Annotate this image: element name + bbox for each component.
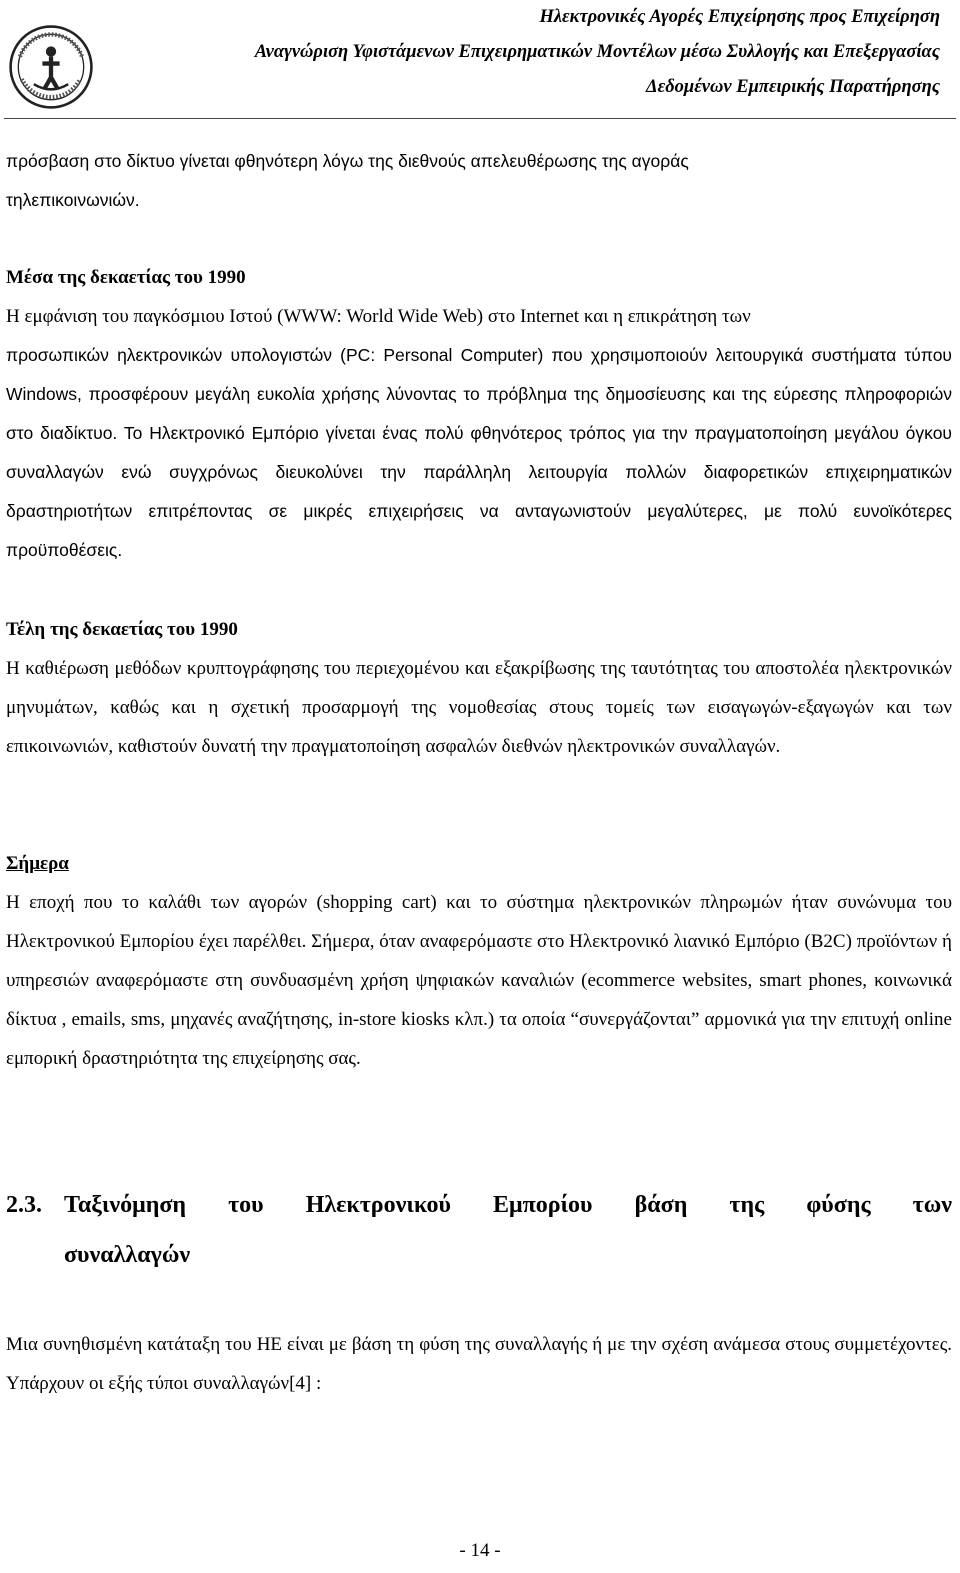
header-line-2: Αναγνώριση Υφιστάμενων Επιχειρηματικών Μοντέλων μέσω Συλλογής και Επεξεργασίας bbox=[254, 42, 940, 62]
intro-line-2: τηλεπικοινωνιών. bbox=[6, 190, 140, 210]
page-header bbox=[255, 0, 940, 105]
paragraph-mid-1990s-serif: Η εμφάνιση του παγκόσμιου Ιστού (WWW: World Wide Web) στο Internet και η επικράτηση των bbox=[6, 306, 751, 327]
paragraph-mid-1990s bbox=[6, 297, 952, 570]
header-line-3: Δεδομένων Εμπειρικής Παρατήρησης bbox=[646, 77, 940, 97]
paragraph-classification: Μια συνηθισμένη κατάταξη του ΗΕ είναι με βάση τη φύση της συναλλαγής ή με την σχέση ανάμεσα στους συμμετέχοντες. Υπάρχουν οι εξής τύποι συναλλαγών[4] : bbox=[6, 1334, 952, 1394]
intro-paragraph bbox=[6, 142, 952, 220]
page-number: - 14 - bbox=[459, 1540, 501, 1561]
paragraph-late-1990s: Η καθιέρωση μεθόδων κρυπτογράφησης του περιεχομένου και εξακρίβωσης της ταυτότητας του αποστολέα ηλεκτρονικών μηνυμάτων, καθώς και η σχετική προσαρμογή της νομοθεσίας στους τομείς των εισαγωγών-εξαγωγών και των επικοινωνιών, καθιστούν δυνατή την πραγματοποίηση ασφαλών διεθνών ηλεκτρονικών συναλλαγών. bbox=[6, 658, 952, 757]
heading-late-1990s: Τέλη της δεκαετίας του 1990 bbox=[6, 619, 238, 640]
paragraph-today: Η εποχή που το καλάθι των αγορών (shopping cart) και το σύστημα ηλεκτρονικών πληρωμών ήταν συνώνυμα του Ηλεκτρονικού Εμπορίου έχει παρέλθει. Σήμερα, όταν αναφερόμαστε στο Ηλεκτρονικό λιανικό Εμπόριο (B2C) προϊόντων ή υπηρεσιών αναφερόμαστε στη συνδυασμένη χρήση ψηφιακών καναλιών (ecommerce websites, smart phones, κοινωνικά δίκτυα , emails, sms, μηχανές αναζήτησης, in-store kiosks κλπ.) τα οποία “συνεργάζονται” αρμονικά για την επιτυχή online εμπορική δραστηριότητα της επιχείρησης σας. bbox=[6, 892, 952, 1069]
header-divider bbox=[4, 118, 956, 119]
university-seal-icon bbox=[8, 24, 94, 110]
section-title-line-1: Ταξινόμηση του Ηλεκτρονικού Εμπορίου βάση της φύσης των bbox=[64, 1192, 952, 1218]
intro-line-1: πρόσβαση στο δίκτυο γίνεται φθηνότερη λόγω της διεθνούς απελευθέρωσης της αγοράς bbox=[6, 151, 689, 171]
heading-today: Σήμερα bbox=[6, 853, 69, 874]
section-title-line-2: συναλλαγών bbox=[64, 1242, 191, 1268]
header-line-1: Ηλεκτρονικές Αγορές Επιχείρησης προς Επιχείρηση bbox=[539, 7, 940, 27]
section-number: 2.3. bbox=[6, 1192, 42, 1218]
paragraph-mid-1990s-sans: προσωπικών ηλεκτρονικών υπολογιστών (PC: Personal Computer) που χρησιμοποιούν λειτουργικά συστήματα τύπου Windows, προσφέρουν μεγάλη ευκολία χρήσης λύνοντας το πρόβλημα της δημοσίευσης και της εύρεσης πληροφοριών στο διαδίκτυο. Το Ηλεκτρονικό Εμπόριο γίνεται ένας πολύ φθηνότερος τρόπος για την πραγματοποίηση μεγάλου όγκου συναλλαγών ενώ συγχρόνως διευκολύνει την παράλληλη λειτουργία πολλών διαφορετικών επιχειρηματικών δραστηριοτήτων επιτρέποντας σε μικρές επιχειρήσεις να ανταγωνιστούν μεγαλύτερες, με πολύ ευνοϊκότερες προϋποθέσεις. bbox=[6, 345, 952, 560]
heading-mid-1990s: Μέσα της δεκαετίας του 1990 bbox=[6, 267, 246, 288]
